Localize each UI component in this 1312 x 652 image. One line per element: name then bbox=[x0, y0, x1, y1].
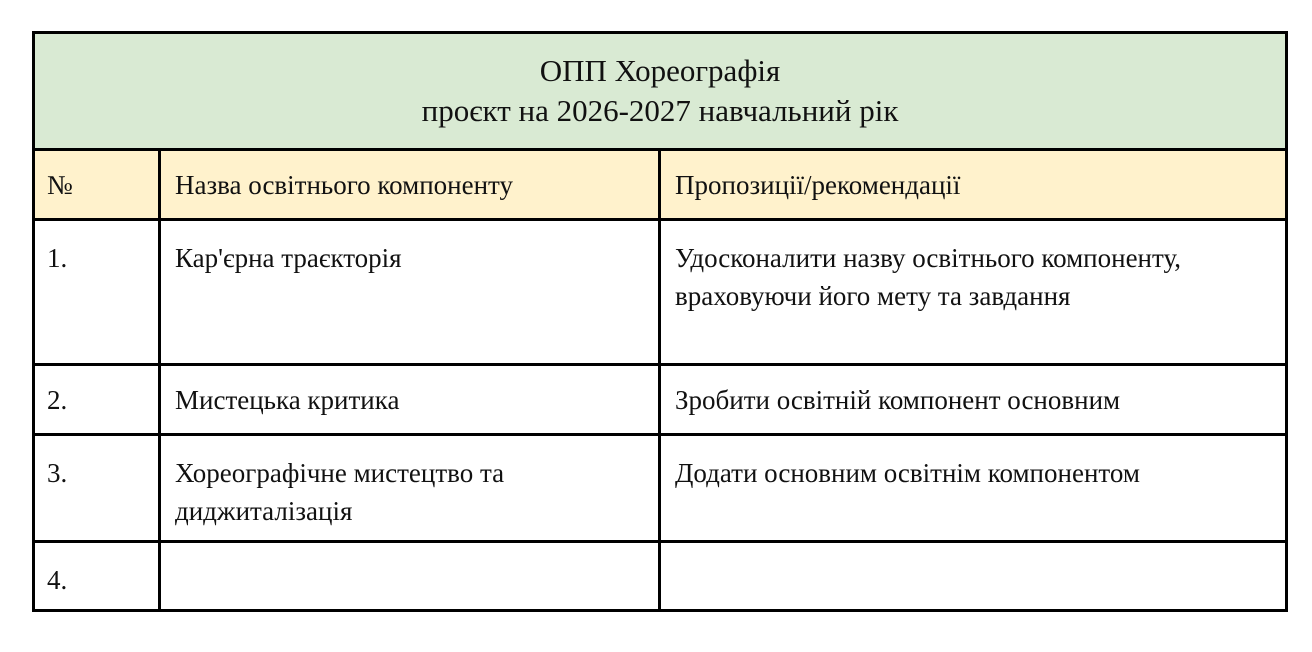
table-row bbox=[34, 220, 1287, 365]
academic-year-subtitle: проєкт на 2026-2027 навчальний рік bbox=[421, 93, 899, 128]
component-cell bbox=[160, 435, 660, 542]
header-num-label: № bbox=[47, 169, 73, 200]
row-num-cell bbox=[34, 435, 160, 542]
proposal-text bbox=[661, 543, 1285, 561]
header-component-label: Назва освітнього компоненту bbox=[175, 169, 513, 200]
table-row bbox=[34, 435, 1287, 542]
proposal-cell bbox=[660, 220, 1287, 365]
proposal-text: Удосконалити назву освітнього компоненту, враховуючи його мету та завдання bbox=[675, 243, 1181, 311]
component-name: Мистецька критика bbox=[175, 384, 400, 415]
proposal-text: Додати основним освітнім компонентом bbox=[675, 458, 1140, 488]
proposal-cell bbox=[660, 435, 1287, 542]
proposal-cell bbox=[660, 365, 1287, 435]
proposals-table bbox=[32, 31, 1288, 612]
row-num: 2. bbox=[47, 384, 68, 415]
component-name bbox=[161, 543, 658, 561]
proposal-cell bbox=[660, 542, 1287, 611]
header-num bbox=[34, 150, 160, 220]
row-num-cell bbox=[34, 220, 160, 365]
header-proposals-label: Пропозиції/рекомендації bbox=[675, 169, 961, 200]
row-num: 4. bbox=[47, 565, 68, 595]
component-name: Хореографічне мистецтво та диджиталізація bbox=[175, 458, 505, 526]
header-proposals bbox=[660, 150, 1287, 220]
table-row bbox=[34, 542, 1287, 611]
row-num-cell bbox=[34, 365, 160, 435]
program-title: ОПП Хореографія bbox=[539, 53, 781, 88]
header-row bbox=[34, 150, 1287, 220]
header-component bbox=[160, 150, 660, 220]
row-num: 3. bbox=[47, 458, 68, 488]
proposal-text: Зробити освітній компонент основним bbox=[675, 384, 1121, 415]
component-name: Кар'єрна траєкторія bbox=[175, 243, 402, 273]
component-cell bbox=[160, 365, 660, 435]
table-row bbox=[34, 365, 1287, 435]
row-num-cell bbox=[34, 542, 160, 611]
title-row bbox=[34, 33, 1287, 150]
title-cell bbox=[34, 33, 1287, 150]
row-num: 1. bbox=[47, 243, 68, 273]
component-cell bbox=[160, 542, 660, 611]
component-cell bbox=[160, 220, 660, 365]
